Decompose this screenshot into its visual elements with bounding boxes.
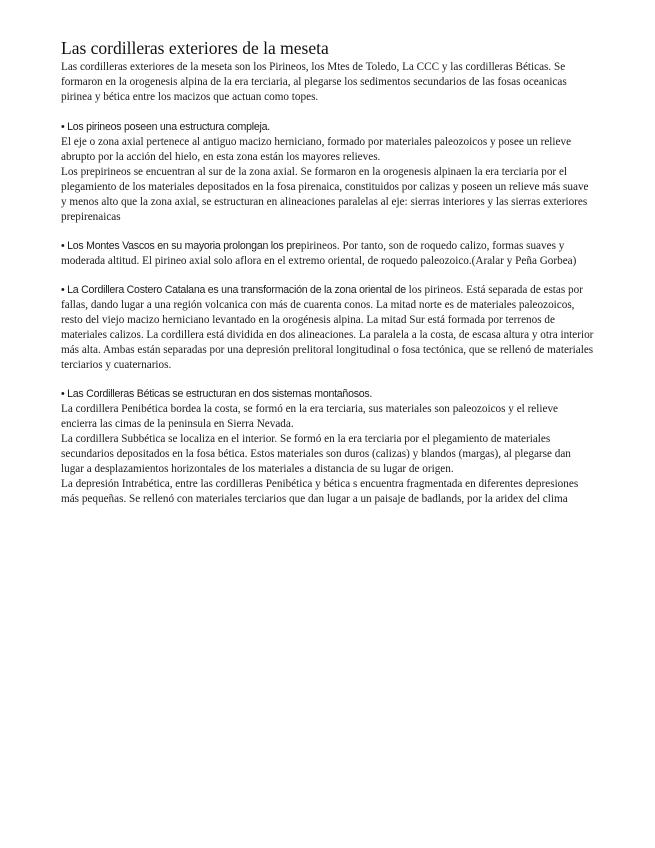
section-lead: • Los pirineos poseen una estructura compleja	[61, 121, 268, 133]
section-paragraph: La cordillera Penibética bordea la costa, se formó en la era terciaria, sus materiales son paleozoicos y el relieve encierra las cimas de la peninsula en Sierra Nevada.	[61, 403, 558, 430]
section-lead: • Las Cordilleras Béticas se estructuran en dos sistemas montañosos	[61, 388, 370, 400]
section-lead-line	[61, 120, 596, 135]
section-lead-line	[61, 387, 596, 402]
section-beticas	[61, 387, 596, 507]
section-paragraph: La cordillera Subbética se localiza en el interior. Se formó en la era terciaria por el plegamiento de materiales secundarios depositados en la fosa bética. Estos materiales son duros (calizas) y blandos (margas), al plegarse dan lugar a desplazamientos horizontales de los materiales a distancia de su lugar de origen.	[61, 433, 571, 475]
section-paragraph: El eje o zona axial pertenece al antiguo macizo herniciano, formado por materiales paleozoicos y posee un relieve abrupto por la acción del hielo, en esta zona están los mayores relieves.	[61, 136, 572, 163]
section-lead-line	[61, 283, 596, 373]
section-lead: • La Cordillera Costero Catalana es una transformación de la zona oriental de	[61, 284, 406, 296]
section-lead-tail: .	[369, 388, 373, 400]
section-lead-tail: pirineos. Por tanto, son de roquedo calizo, formas suaves y moderada altitud. El pirineo axial solo aflora en el extremo oriental, de roquedo paleozoico.(Aralar y Peña Gorbea)	[61, 240, 577, 267]
page-title: Las cordilleras exteriores de la meseta	[61, 38, 329, 58]
section-paragraph: La depresión Intrabética, entre las cordilleras Penibética y bética s encuentra fragmentada en diferentes depresiones más pequeñas. Se rellenó con materiales terciarios que dan lugar a un paisaje de badlands, por la aridex del clima	[61, 478, 579, 505]
section-lead-line	[61, 239, 596, 269]
section-lead: • Los Montes Vascos en su mayoria prolongan los pre	[61, 240, 301, 252]
document-page	[61, 38, 596, 507]
section-paragraph: Los prepirineos se encuentran al sur de la zona axial. Se formaron en la orogenesis alpinaen la era terciaria por el plegamiento de los materiales depositados en la fosa pirenaica, constituidos por calizas y poseen un relieve más suave y menos alto que la zona axial, se estructuran en alineaciones paralelas al eje: sierras interiores y las sierras exteriores prepirenaicas	[61, 166, 589, 223]
section-pirineos	[61, 120, 596, 225]
section-lead-tail: .	[267, 121, 271, 133]
intro-paragraph: Las cordilleras exteriores de la meseta son los Pirineos, los Mtes de Toledo, La CCC y las cordilleras Béticas. Se formaron en la orogenesis alpina de la era terciaria, al plegarse los sedimentos secundarios de las fosas oceanicas pirinea y bética entre los macizos que actuan como topes.	[61, 61, 567, 103]
section-lead-tail: los pirineos. Está separada de estas por fallas, dando lugar a una región volcanica con más de cuarenta conos. La mitad norte es de materiales paleozoicos, resto del viejo macizo herniciano levantado en la orogénesis alpina. La mitad Sur está formada por terrenos de materiales calizos. La cordillera está dividida en dos alineaciones. La paralela a la costa, de escasa altura y otra interior más alta. Ambas están separadas por una depresión prelitoral longitudinal o fosa tectónica, que se rellenó de materiales terciarios y cuaternarios.	[61, 284, 594, 371]
section-montes-vascos	[61, 239, 596, 269]
section-costero-catalana	[61, 283, 596, 373]
